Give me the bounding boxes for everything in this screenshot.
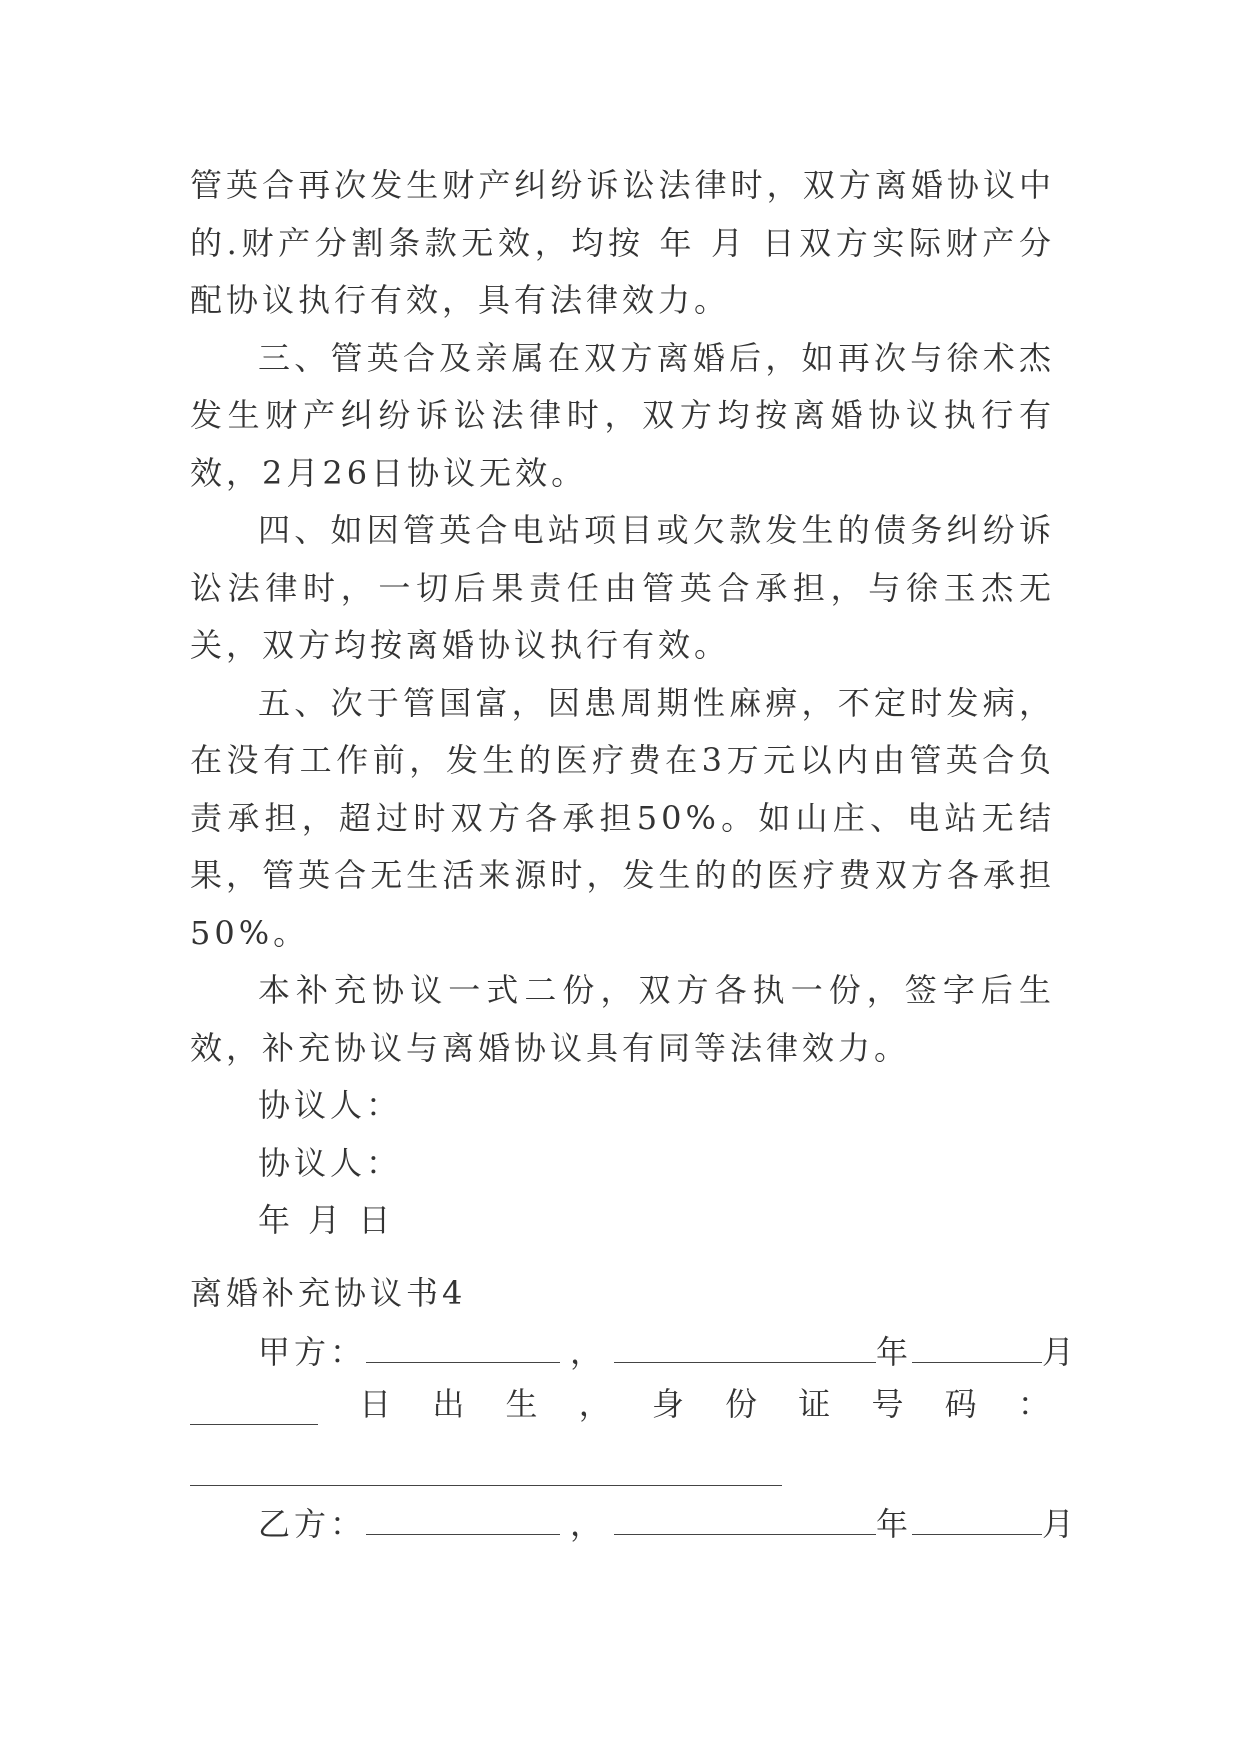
party-b-label: 乙方： bbox=[258, 1505, 367, 1543]
born-char: 出 bbox=[432, 1385, 465, 1423]
comma: ， bbox=[570, 1505, 607, 1543]
party-b-month-blank bbox=[912, 1508, 1042, 1535]
date-line: 年 月 日 bbox=[258, 1201, 395, 1239]
month-label: 月 bbox=[1042, 1333, 1079, 1371]
born-char: 日 bbox=[359, 1385, 392, 1423]
party-a-birth-id-line bbox=[190, 1385, 1050, 1425]
born-char: 生 bbox=[505, 1385, 538, 1423]
clause-four: 四、如因管英合电站项目或欠款发生的债务纠纷诉讼法律时，一切后果责任由管英合承担，与徐玉杰无关，双方均按离婚协议执行有效。 bbox=[190, 511, 1055, 664]
signer-line-2: 协议人： bbox=[258, 1143, 403, 1182]
born-char: 码 bbox=[944, 1385, 977, 1423]
clause-continuation: 管英合再次发生财产纠纷诉讼法律时，双方离婚协议中的.财产分割条款无效，均按 年 月 日双方实际财产分配协议执行有效，具有法律效力。 bbox=[190, 166, 1055, 319]
party-a-day-blank bbox=[190, 1398, 318, 1425]
closing-clause: 本补充协议一式二份，双方各执一份，签字后生效，补充协议与离婚协议具有同等法律效力。 bbox=[190, 971, 1055, 1067]
party-a-label: 甲方： bbox=[258, 1333, 367, 1371]
section-title: 离婚补充协议书4 bbox=[190, 1274, 467, 1312]
party-a-year-blank bbox=[614, 1336, 876, 1363]
born-char: 身 bbox=[651, 1385, 684, 1423]
party-b-year-blank bbox=[614, 1508, 876, 1535]
born-char: 份 bbox=[725, 1385, 758, 1423]
year-label: 年 bbox=[876, 1505, 913, 1543]
clause-three: 三、管英合及亲属在双方离婚后，如再次与徐术杰发生财产纠纷诉讼法律时，双方均按离婚协议执行有效，2月26日协议无效。 bbox=[190, 338, 1055, 492]
month-label: 月 bbox=[1042, 1505, 1079, 1543]
party-a-id-blank bbox=[190, 1459, 782, 1486]
agreement-body bbox=[190, 157, 1055, 1250]
party-a-name-blank bbox=[366, 1336, 560, 1363]
party-b-name-blank bbox=[366, 1508, 560, 1535]
born-char: ， bbox=[578, 1385, 611, 1423]
clause-five: 五、次于管国富，因患周期性麻痹，不定时发病，在没有工作前，发生的医疗费在3万元以内由管英合负责承担，超过时双方各承担50%。如山庄、电站无结果，管英合无生活来源时，发生的的医疗费双方各承担50%。 bbox=[190, 683, 1055, 952]
comma: ， bbox=[570, 1333, 607, 1371]
born-char: ： bbox=[1017, 1385, 1050, 1423]
born-char: 证 bbox=[798, 1385, 831, 1423]
party-b-line bbox=[258, 1499, 1078, 1545]
signer-line-1: 协议人： bbox=[258, 1086, 403, 1124]
born-char: 号 bbox=[871, 1385, 904, 1423]
party-a-line bbox=[258, 1327, 1078, 1373]
party-a-month-blank bbox=[912, 1336, 1042, 1363]
year-label: 年 bbox=[876, 1333, 913, 1371]
